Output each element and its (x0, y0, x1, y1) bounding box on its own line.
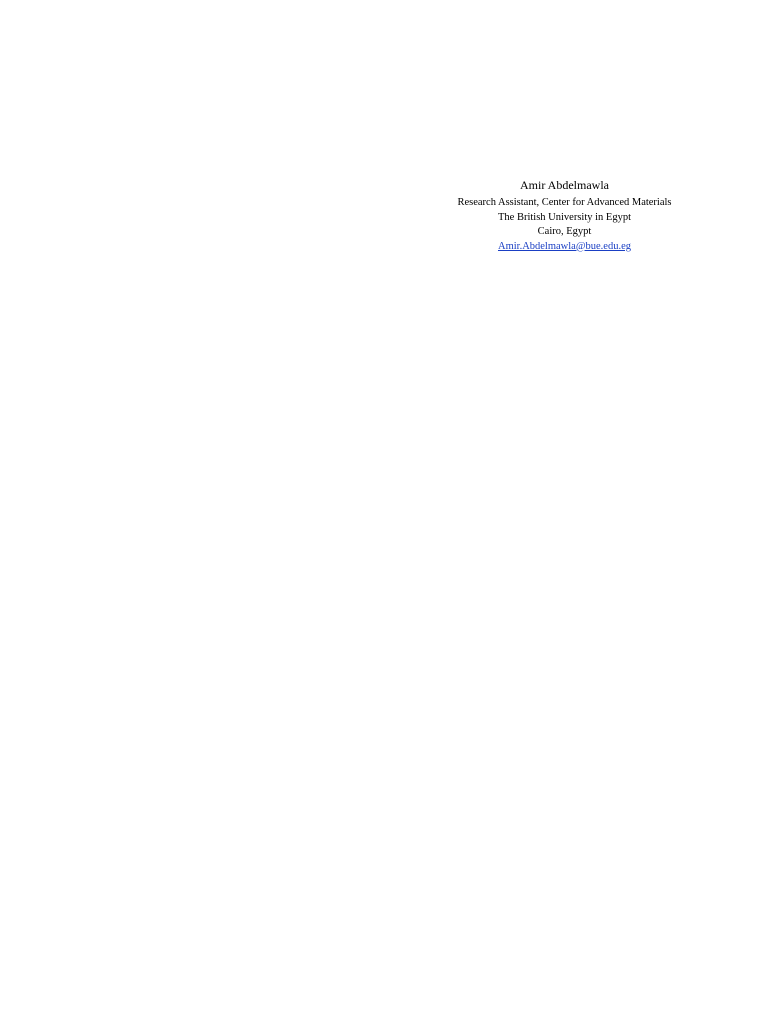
author-block-2 (397, 176, 732, 254)
author-university: The British University in Egypt (498, 211, 631, 223)
author-name: Amir Abdelmawla (520, 178, 609, 192)
author-city: Cairo, Egypt (537, 226, 592, 237)
author-email-link[interactable]: Amir.Abdelmawla@bue.edu.eg (497, 240, 631, 252)
author-affiliation: Research Assistant, Center for Advanced Materials (457, 197, 672, 208)
